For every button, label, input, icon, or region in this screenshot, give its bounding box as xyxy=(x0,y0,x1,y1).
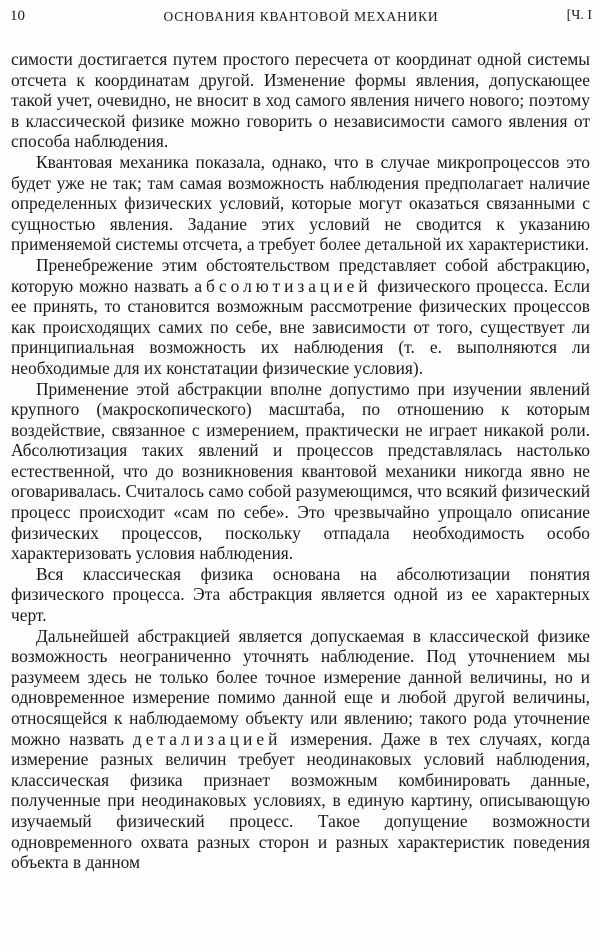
running-title: ОСНОВАНИЯ КВАНТОВОЙ МЕХАНИКИ xyxy=(163,9,439,24)
page-number: 10 xyxy=(10,8,25,24)
paragraph-6-text-a: Дальнейшей абстракцией является допускаемая в классической физике возможность неограниченно уточнять наблюдение. Под уточнением мы разумеем здесь не только более точное измерение данной величины, но и одновременное измерение помимо данной еще и любой другой величины, относящейся к наблюдаемому объекту или явлению; такого рода уточнение можно назвать xyxy=(11,625,590,749)
paragraph-2: Квантовая механика показала, однако, что в случае микропроцессов это будет уже не так; там самая возможность наблюдения предполагает наличие определенных физических условий, которые могут оказаться связанными с сущностью явления. Задание этих условий не сводится к указанию применяемой системы отсчета, а требует более детальной их характеристики. xyxy=(11,151,590,255)
paragraph-6-text-b: измерения. Даже в тех случаях, когда измерение разных величин требует неодинаковых условий наблюдения, классическая физика признает возможным комбинировать данные, полученные при неодинаковых условиях, в единую картину, описывающую изучаемый физический процесс. Такое допущение возможности одновременного охвата разных сторон и разных характеристик поведения объекта в данном xyxy=(11,728,590,873)
page-header xyxy=(10,8,592,30)
body-text xyxy=(11,49,590,873)
paragraph-6 xyxy=(11,626,590,873)
paragraph-1: симости достигается путем простого пересчета от координат одной системы отсчета к координатам другой. Изменение формы явления, допускающее такой учет, очевидно, не вносит в ход самого явления ничего нового; поэтому в классической физике можно говорить о независимости самого явления от способа наблюдения. xyxy=(11,49,590,152)
paragraph-3-text-b: физического процесса. Если ее принять, то становится возможным рассмотрение физических процессов как происходящих самих по себе, вне зависимости от того, существует ли принципиальная возможность их наблюдения (т. е. выполняются ли необходимые для их констатации физические условия). xyxy=(11,275,590,378)
paragraph-4: Применение этой абстракции вполне допустимо при изучении явлений крупного (макроскопического) масштаба, по отношению к которым воздействие, связанное с измерением, практически не играет никакой роли. Абсолютизация таких явлений и процессов представлялась настолько естественной, что до возникновения квантовой механики никогда явно не оговаривалась. Считалось само собой разумеющимся, что всякий физический процесс происходит «сам по себе». Это чрезвычайно упрощало описание физических процессов, поскольку отпадала необходимость особо характеризовать условия наблюдения. xyxy=(11,378,590,564)
paragraph-3-text-a: Пренебрежение этим обстоятельством представляет собой абстракцию, которую можно назвать xyxy=(11,254,590,296)
emphasized-term-absolutization: абсолютизацией xyxy=(194,275,372,296)
paragraph-3 xyxy=(11,255,590,379)
chapter-marker: [Ч. I xyxy=(566,8,592,23)
paragraph-5: Вся классическая физика основана на абсолютизации понятия физического процесса. Эта абстракция является одной из ее характерных черт. xyxy=(11,563,590,626)
emphasized-term-detailing: детализацией xyxy=(132,728,282,749)
